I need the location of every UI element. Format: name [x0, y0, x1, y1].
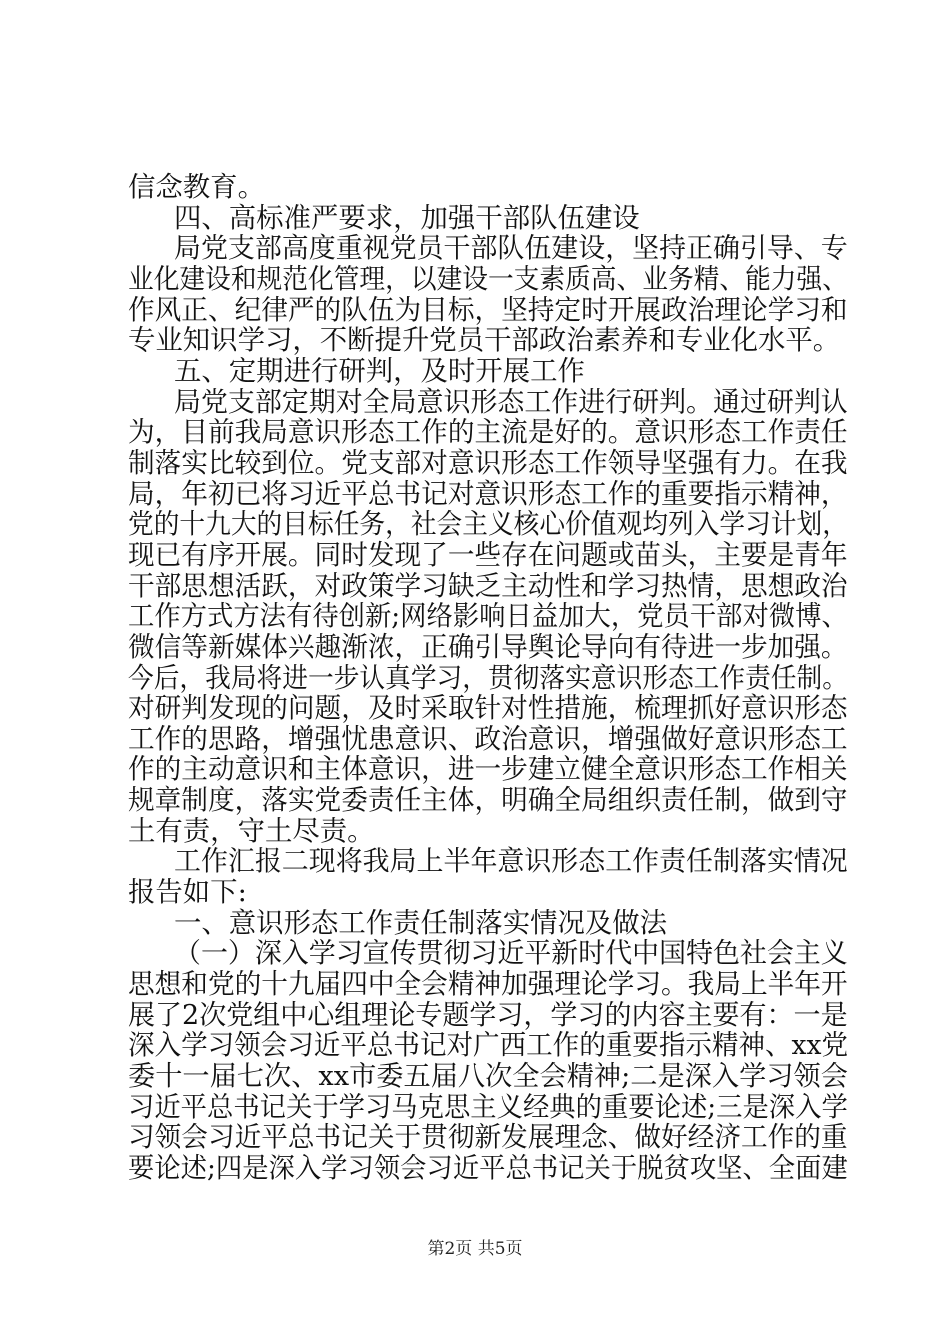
- text-line: 土有责，守土尽责。: [128, 816, 375, 847]
- text-line: 工作汇报二现将我局上半年意识形态工作责任制落实情况: [174, 846, 848, 877]
- text-line: 为，目前我局意识形态工作的主流是好的。意识形态工作责任: [128, 417, 848, 448]
- text-line: 要论述;四是深入学习领会习近平总书记关于脱贫攻坚、全面建: [128, 1153, 848, 1184]
- text-line: 专业知识学习，不断提升党员干部政治素养和专业化水平。: [128, 325, 841, 356]
- text-line: 干部思想活跃，对政策学习缺乏主动性和学习热情，思想政治: [128, 571, 848, 602]
- text-line: 制落实比较到位。党支部对意识形态工作领导坚强有力。在我: [128, 448, 848, 479]
- text-line: 展了2次党组中心组理论专题学习，学习的内容主要有：一是: [128, 1000, 848, 1031]
- text-line: 对研判发现的问题，及时采取针对性措施，梳理抓好意识形态: [128, 693, 848, 724]
- text-line: 作风正、纪律严的队伍为目标，坚持定时开展政治理论学习和: [128, 295, 848, 326]
- text-line: 报告如下:: [128, 877, 247, 908]
- text-line: 习近平总书记关于学习马克思主义经典的重要论述;三是深入学: [128, 1092, 848, 1123]
- text-line: 规章制度，落实党委责任主体，明确全局组织责任制，做到守: [128, 785, 848, 816]
- section-heading: 五、定期进行研判，及时开展工作: [174, 356, 585, 387]
- text-line: 现已有序开展。同时发现了一些存在问题或苗头，主要是青年: [128, 540, 848, 571]
- text-line: 局党支部高度重视党员干部队伍建设，坚持正确引导、专: [174, 233, 848, 264]
- text-line: 工作的思路，增强忧患意识、政治意识，增强做好意识形态工: [128, 724, 848, 755]
- text-line: 深入学习领会习近平总书记对广西工作的重要指示精神、xx党: [128, 1030, 849, 1061]
- text-line: 局党支部定期对全局意识形态工作进行研判。通过研判认: [174, 387, 848, 418]
- section-heading: 一、意识形态工作责任制落实情况及做法: [174, 908, 668, 939]
- page-number-footer: 第2页 共5页: [427, 1239, 523, 1259]
- text-line: 思想和党的十九届四中全会精神加强理论学习。我局上半年开: [128, 969, 848, 1000]
- text-line: 信念教育。: [128, 172, 265, 203]
- text-line: 今后，我局将进一步认真学习，贯彻落实意识形态工作责任制。: [128, 663, 848, 694]
- text-line: 党的十九大的目标任务，社会主义核心价值观均列入学习计划，: [128, 509, 848, 540]
- subsection-heading: （一）深入学习宣传贯彻习近平新时代中国特色社会主义: [174, 938, 848, 969]
- text-line: 工作方式方法有待创新;网络影响日益加大，党员干部对微博、: [128, 601, 848, 632]
- text-line: 委十一届七次、xx市委五届八次全会精神;二是深入学习领会: [128, 1061, 848, 1092]
- text-line: 业化建设和规范化管理，以建设一支素质高、业务精、能力强、: [128, 264, 848, 295]
- text-line: 作的主动意识和主体意识，进一步建立健全意识形态工作相关: [128, 754, 848, 785]
- section-heading: 四、高标准严要求，加强干部队伍建设: [174, 203, 640, 234]
- text-line: 局，年初已将习近平总书记对意识形态工作的重要指示精神，: [128, 479, 848, 510]
- text-line: 微信等新媒体兴趣渐浓，正确引导舆论导向有待进一步加强。: [128, 632, 848, 663]
- text-line: 习领会习近平总书记关于贯彻新发展理念、做好经济工作的重: [128, 1122, 848, 1153]
